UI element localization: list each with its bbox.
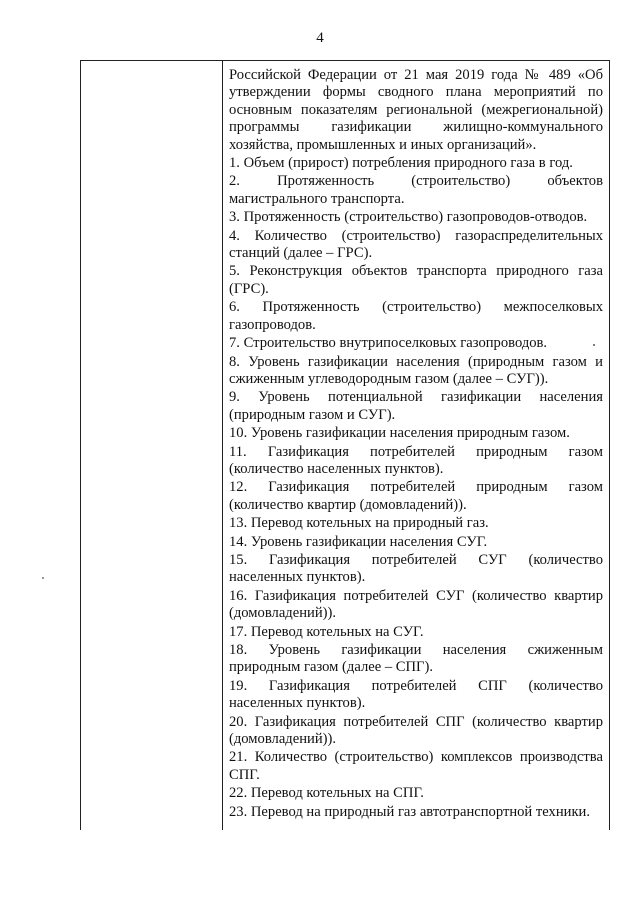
list-item: 20. Газификация потребителей СПГ (количество квартир (домовладений)).: [229, 713, 603, 748]
list-item: 12. Газификация потребителей природным газом (количество квартир (домовладений)).: [229, 479, 603, 513]
list-item: 6. Протяженность (строительство) межпоселковых газопроводов.: [229, 299, 603, 333]
page-number: 4: [316, 30, 324, 46]
list-item: 21. Количество (строительство) комплексов производства СПГ.: [229, 749, 603, 783]
document-table: [80, 60, 610, 830]
list-item: 11. Газификация потребителей природным газом (количество населенных пунктов).: [229, 443, 603, 477]
list-item: 18. Уровень газификации населения сжиженным природным газом (далее – СПГ).: [229, 642, 603, 676]
list-item: 7. Строительство внутрипоселковых газопроводов.: [229, 335, 548, 352]
list-item: 15. Газификация потребителей СУГ (количество населенных пунктов).: [229, 551, 603, 586]
list-item: 14. Уровень газификации населения СУГ.: [229, 533, 488, 550]
list-item: 22. Перевод котельных на СПГ.: [229, 785, 424, 802]
list-item: 8. Уровень газификации населения (природным газом и сжиженным углеводородным газом (далее – СУГ)).: [229, 353, 603, 387]
list-item: 4. Количество (строительство) газораспределительных станций (далее – ГРС).: [229, 227, 603, 262]
table-cell-content: [229, 67, 603, 821]
paragraph-intro: Российской Федерации от 21 мая 2019 года № 489 «Об утверждении формы сводного плана мероприятий по основным показателям региональной (межрегиональной) программы газификации жилищно-коммунального хозяйства, промышленных и иных организаций».: [229, 67, 603, 153]
list-item: 13. Перевод котельных на природный газ.: [229, 515, 489, 532]
list-item: 23. Перевод на природный газ автотранспортной техники.: [229, 803, 591, 820]
list-item: 2. Протяженность (строительство) объектов магистрального транспорта.: [229, 173, 603, 207]
scan-artifact-mark: [42, 577, 44, 579]
list-item: 19. Газификация потребителей СПГ (количество населенных пунктов).: [229, 677, 603, 712]
list-item: 3. Протяженность (строительство) газопроводов-отводов.: [229, 209, 588, 226]
list-item: 5. Реконструкция объектов транспорта природного газа (ГРС).: [229, 263, 603, 297]
column-divider: [222, 61, 223, 830]
scan-artifact-mark: [593, 344, 595, 346]
list-item: 1. Объем (прирост) потребления природного газа в год.: [229, 155, 573, 172]
list-item: 10. Уровень газификации населения природным газом.: [229, 425, 570, 442]
list-item: 17. Перевод котельных на СУГ.: [229, 623, 424, 640]
list-item: 9. Уровень потенциальной газификации населения (природным газом и СУГ).: [229, 389, 603, 423]
list-item: 16. Газификация потребителей СУГ (количество квартир (домовладений)).: [229, 587, 603, 622]
